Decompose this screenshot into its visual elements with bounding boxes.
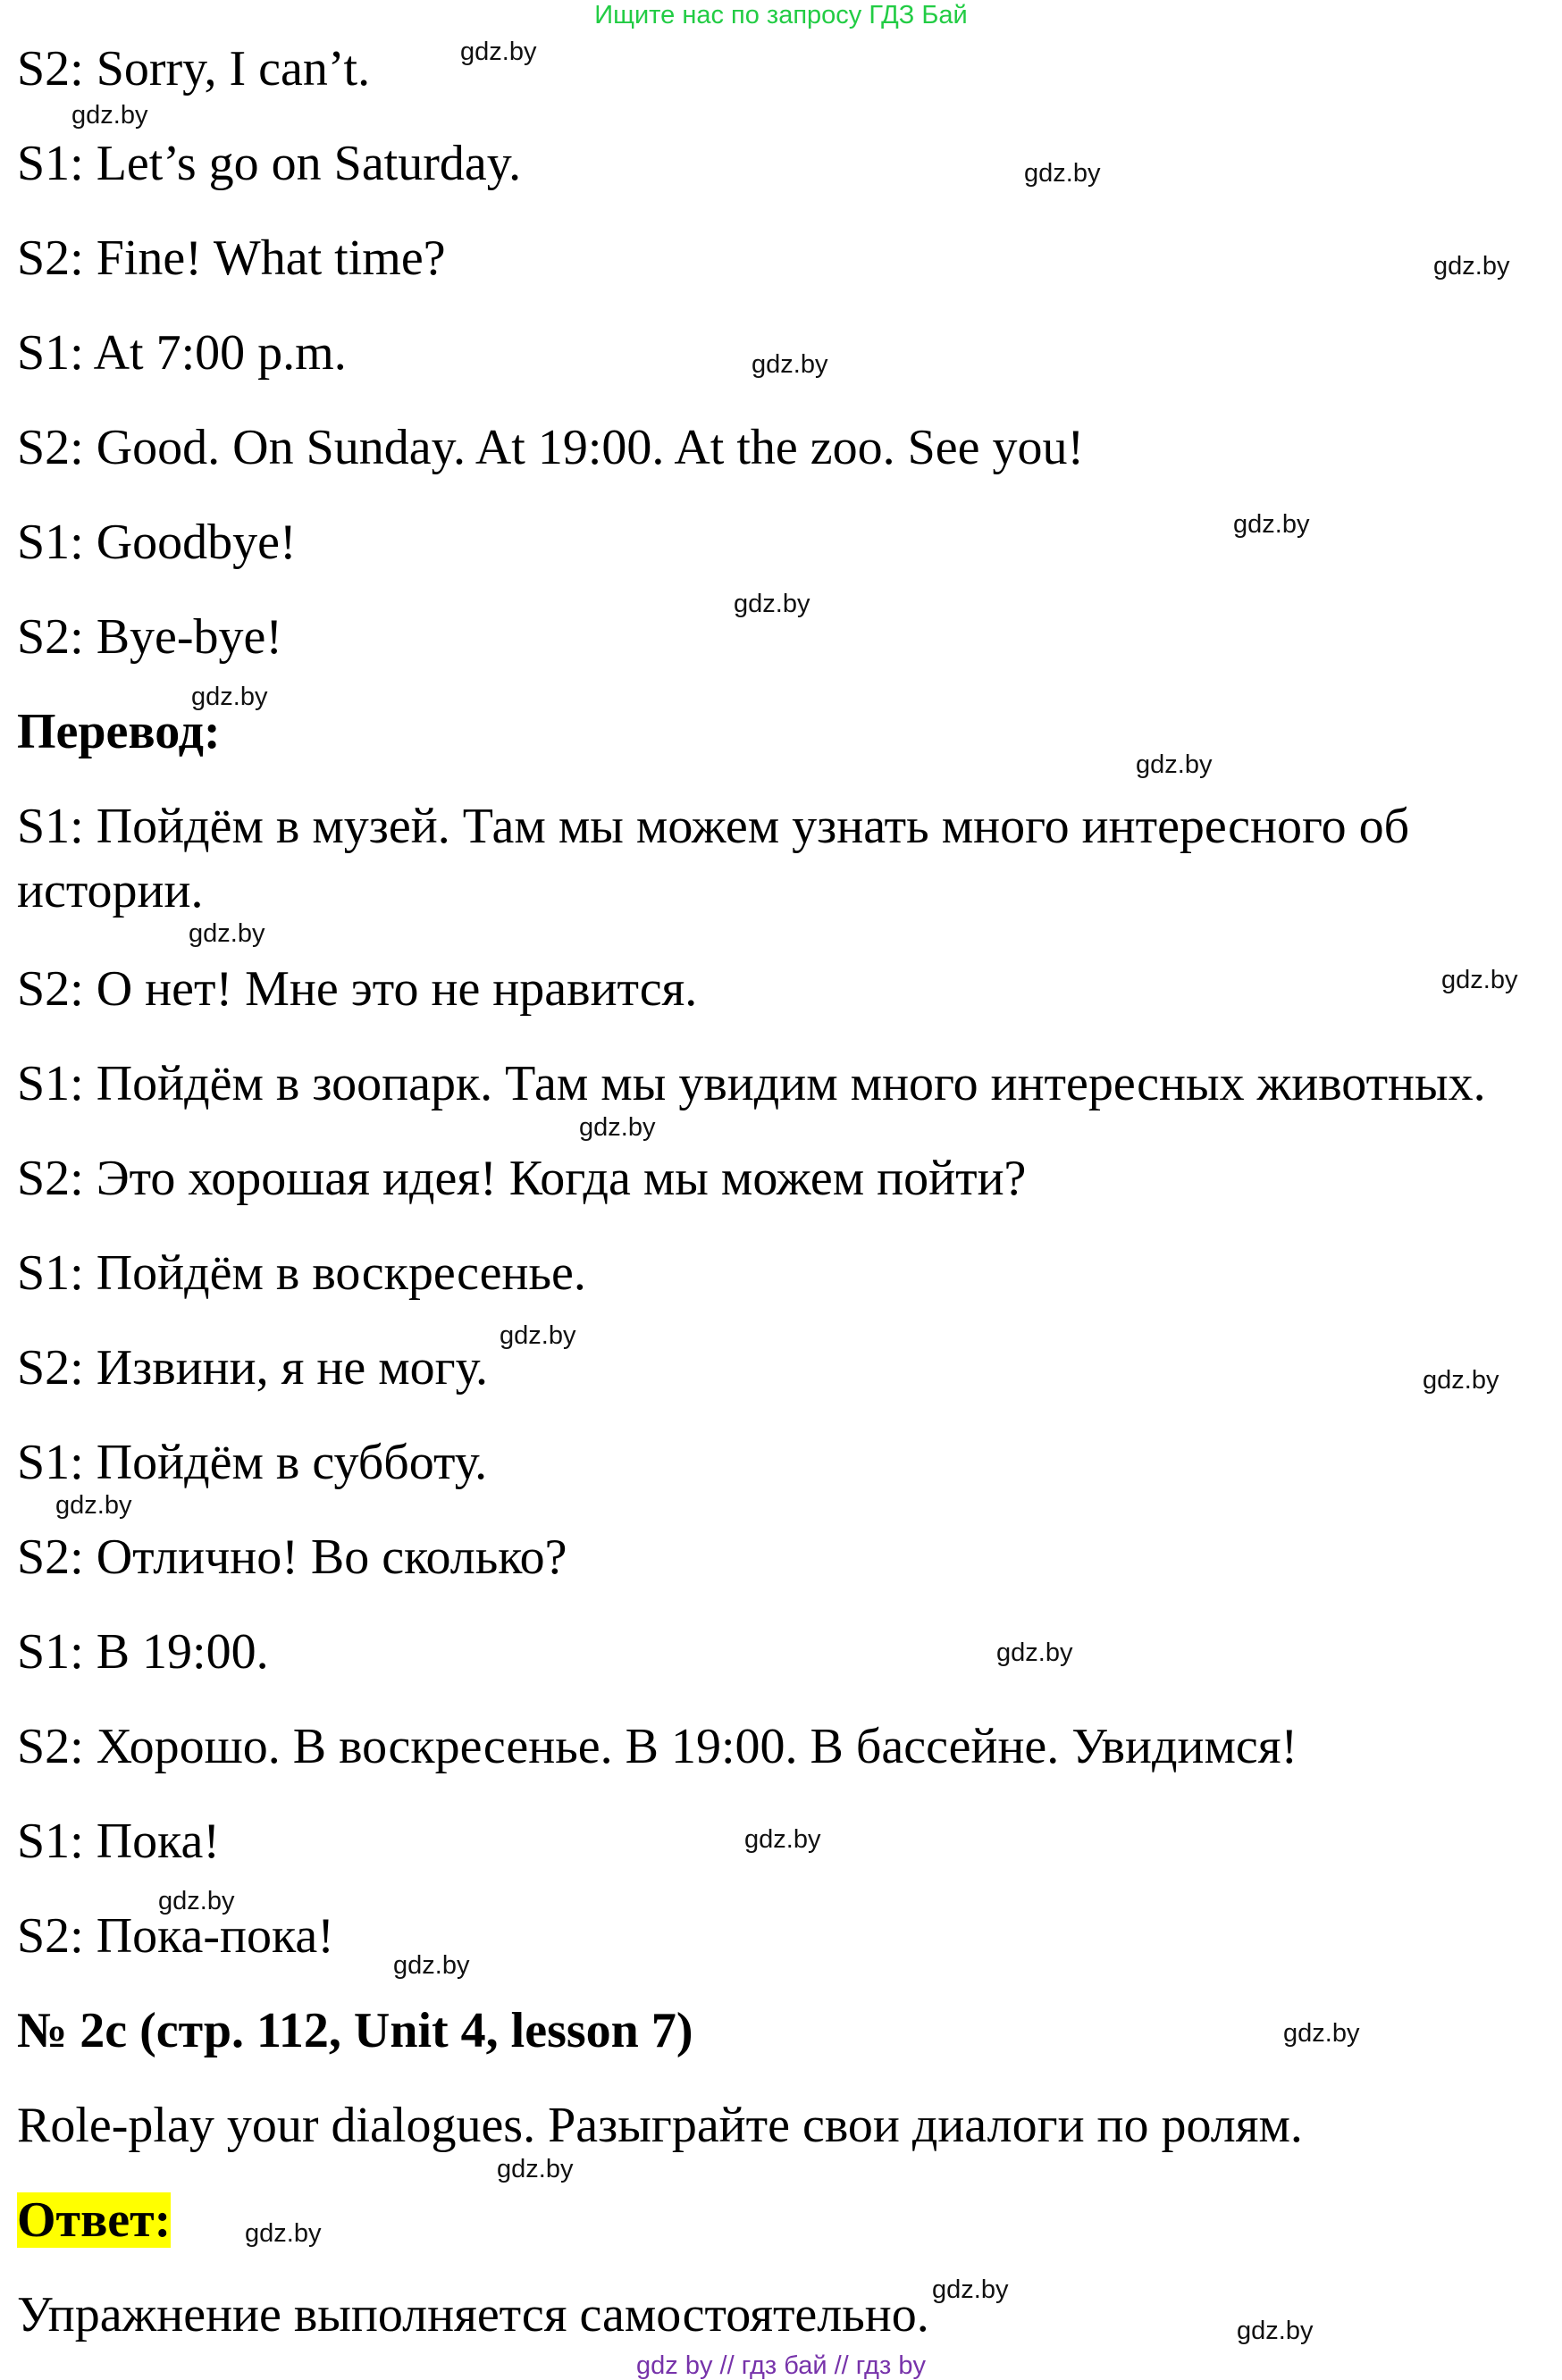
- dialogue-line: S2: Это хорошая идея! Когда мы можем пойти?: [17, 1151, 1027, 1206]
- translation-heading: Перевод:: [17, 704, 221, 759]
- dialogue-line: S1: Пока!: [17, 1814, 221, 1869]
- dialogue-line: S2: Bye-bye!: [17, 609, 283, 665]
- dialogue-line: S1: At 7:00 p.m.: [17, 325, 347, 381]
- watermark: gdz.by: [1283, 2019, 1360, 2048]
- dialogue-line: S2: Fine! What time?: [17, 230, 446, 286]
- watermark: gdz.by: [460, 38, 537, 66]
- watermark: gdz.by: [734, 590, 810, 618]
- dialogue-line: S1: Пойдём в зоопарк. Там мы увидим много интересных животных.: [17, 1056, 1486, 1111]
- dialogue-line: S1: В 19:00.: [17, 1624, 269, 1680]
- watermark: gdz.by: [55, 1491, 132, 1520]
- watermark: gdz.by: [996, 1638, 1073, 1667]
- watermark: gdz.by: [1136, 750, 1213, 779]
- answer-highlight: Ответ:: [17, 2192, 172, 2248]
- dialogue-line: S2: Хорошо. В воскресенье. В 19:00. В бассейне. Увидимся!: [17, 1719, 1298, 1774]
- dialogue-line: S2: Good. On Sunday. At 19:00. At the zoo. See you!: [17, 420, 1085, 475]
- watermark: gdz.by: [191, 683, 268, 711]
- watermark: gdz.by: [744, 1825, 821, 1854]
- dialogue-line: S2: Извини, я не могу.: [17, 1340, 488, 1395]
- dialogue-line: S1: Пойдём в музей. Там мы можем узнать много интересного об: [17, 799, 1410, 854]
- dialogue-line: S2: О нет! Мне это не нравится.: [17, 961, 698, 1017]
- exercise-heading: № 2c (стр. 112, Unit 4, lesson 7): [17, 2003, 693, 2058]
- watermark: gdz.by: [245, 2219, 322, 2248]
- footer-links: gdz by // гдз бай // гдз by: [636, 2351, 926, 2380]
- dialogue-line: S1: Goodbye!: [17, 515, 297, 570]
- watermark: gdz.by: [579, 1113, 656, 1142]
- watermark: gdz.by: [1433, 252, 1510, 281]
- answer-text: Упражнение выполняется самостоятельно.: [17, 2287, 929, 2342]
- dialogue-line: S2: Отлично! Во сколько?: [17, 1529, 567, 1585]
- answer-label: [17, 2191, 171, 2249]
- watermark: gdz.by: [1423, 1366, 1499, 1395]
- dialogue-line: истории.: [17, 863, 204, 918]
- dialogue-line: S2: Пока-пока!: [17, 1908, 334, 1964]
- watermark: gdz.by: [71, 101, 148, 130]
- watermark: gdz.by: [158, 1887, 235, 1915]
- watermark: gdz.by: [500, 1321, 576, 1350]
- watermark: gdz.by: [393, 1951, 470, 1980]
- watermark: gdz.by: [1233, 510, 1310, 539]
- dialogue-line: S1: Пойдём в воскресенье.: [17, 1245, 586, 1301]
- watermark: gdz.by: [189, 919, 265, 948]
- exercise-instruction: Role-play your dialogues. Разыграйте свои диалоги по ролям.: [17, 2098, 1303, 2153]
- watermark: gdz.by: [1441, 966, 1518, 994]
- watermark: gdz.by: [752, 350, 828, 379]
- dialogue-line: S2: Sorry, I can’t.: [17, 41, 371, 96]
- search-banner: Ищите нас по запросу ГДЗ Бай: [594, 1, 968, 29]
- watermark: gdz.by: [932, 2275, 1009, 2304]
- dialogue-line: S1: Let’s go on Saturday.: [17, 136, 522, 191]
- dialogue-line: S1: Пойдём в субботу.: [17, 1435, 488, 1490]
- watermark: gdz.by: [497, 2155, 574, 2183]
- watermark: gdz.by: [1237, 2317, 1314, 2345]
- watermark: gdz.by: [1024, 159, 1101, 188]
